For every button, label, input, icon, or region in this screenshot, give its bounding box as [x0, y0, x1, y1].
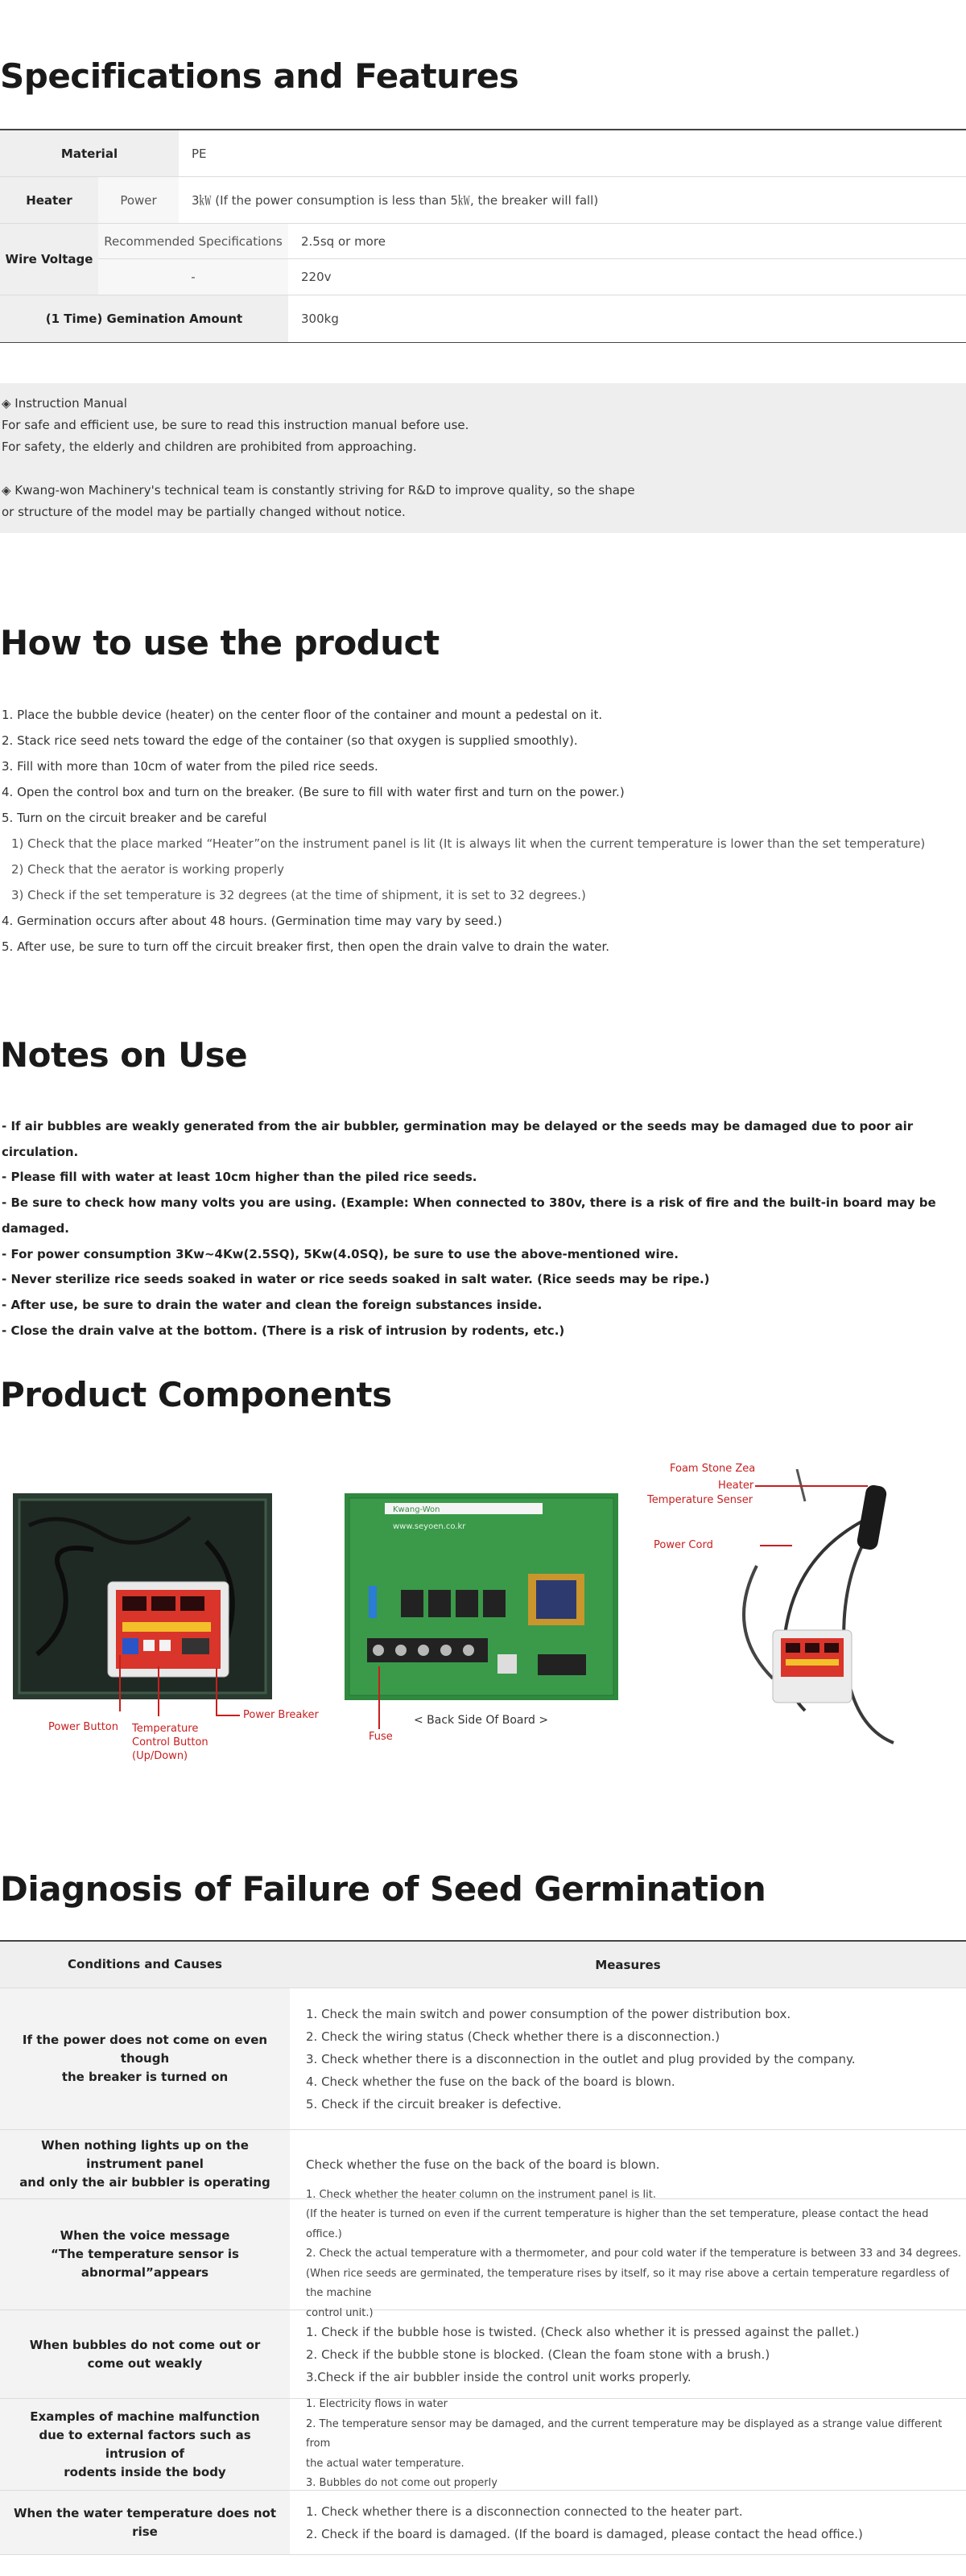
step-item: 4. Open the control box and turn on the breaker. (Be sure to fill with water first and turn on the power.) — [2, 785, 625, 799]
label-foam-stone: Foam Stone Zea — [670, 1463, 756, 1475]
table-row — [0, 2399, 966, 2491]
condition-line: If the power does not come on even though — [22, 2033, 268, 2066]
notes-title: Notes on Use — [0, 1035, 248, 1075]
howto-title: How to use the product — [0, 623, 440, 663]
note-item: - If air bubbles are weakly generated from the air bubbler, germination may be delayed or the seeds may be damaged due to poor air circulation. — [2, 1119, 914, 1159]
condition-line: due to external factors such as intrusion of — [39, 2427, 251, 2461]
board-url-text: www.seyoen.co.kr — [393, 1522, 466, 1531]
label-temp-control-1: Temperature — [132, 1723, 199, 1735]
step-item: 2. Stack rice seed nets toward the edge of the container (so that oxygen is supplied smoothly). — [2, 733, 578, 748]
spec-row-wire — [0, 224, 966, 295]
spec-row-material — [0, 130, 966, 177]
diagnosis-header-row — [0, 1942, 966, 1988]
measure-line: 2. Check if the bubble stone is blocked. (Clean the foam stone with a brush.) — [306, 2347, 770, 2362]
power-value: 3㎾ (If the power consumption is less than 5㎾, the breaker will fall) — [192, 193, 599, 208]
material-value: PE — [192, 146, 207, 161]
germination-label: (1 Time) Gemination Amount — [0, 295, 288, 342]
condition-line: When nothing lights up on the instrument panel — [41, 2138, 249, 2171]
notes-list — [2, 1114, 960, 1344]
condition-line: and only the air bubbler is operating — [19, 2175, 270, 2190]
measure-line: 5. Check if the circuit breaker is defective. — [306, 2096, 562, 2112]
board-brand-text: Kwang-Won — [393, 1505, 440, 1514]
notice-box — [0, 383, 966, 533]
step-item: 4. Germination occurs after about 48 hours. (Germination time may vary by seed.) — [2, 914, 502, 928]
measure-line: 1. Check if the bubble hose is twisted. (Check also whether it is pressed against the pallet.) — [306, 2324, 860, 2339]
measure-line: Check whether the fuse on the back of the board is blown. — [306, 2157, 660, 2172]
label-temp-control-3: (Up/Down) — [132, 1750, 188, 1762]
note-item: - After use, be sure to drain the water and clean the foreign substances inside. — [2, 1297, 543, 1312]
wire-voltage-label: Wire Voltage — [0, 224, 98, 295]
measure-line: (When rice seeds are germinated, the temperature rises by itself, so it may rise above a certain temperature regardless of the machine — [306, 2267, 950, 2300]
control-box-photo — [13, 1493, 272, 1699]
diagnosis-title: Diagnosis of Failure of Seed Germination — [0, 1869, 766, 1909]
measure-line: 2. Check the wiring status (Check whether there is a disconnection.) — [306, 2029, 720, 2044]
label-back-side-of-board: < Back Side Of Board > — [414, 1714, 549, 1727]
diagnosis-table — [0, 1940, 966, 2555]
spec-row-germination — [0, 295, 966, 342]
measure-line: 1. Electricity flows in water — [306, 2398, 448, 2411]
table-row — [0, 1988, 966, 2130]
recommended-label: Recommended Specifications — [98, 224, 288, 258]
condition-line: the breaker is turned on — [61, 2070, 229, 2084]
table-row — [0, 2188, 966, 2319]
germination-value: 300kg — [301, 312, 339, 326]
measure-line: control unit.) — [306, 2306, 374, 2319]
heater-label: Heater — [0, 177, 98, 223]
spec-table — [0, 129, 966, 343]
measure-line: 2. The temperature sensor may be damaged, and the current temperature may be displayed as a strange value different from — [306, 2417, 943, 2450]
condition-line: rodents inside the body — [64, 2464, 226, 2479]
notice-line: or structure of the model may be partially changed without notice. — [2, 505, 406, 519]
step-item: 5. After use, be sure to turn off the circuit breaker first, then open the drain valve to drain the water. — [2, 939, 610, 954]
label-fuse: Fuse — [369, 1731, 393, 1743]
condition-line: Examples of machine malfunction — [30, 2409, 260, 2424]
specs-title: Specifications and Features — [0, 56, 519, 96]
howto-steps — [2, 702, 960, 960]
components-title: Product Components — [0, 1375, 392, 1414]
measure-line: 2. Check if the board is damaged. (If the board is damaged, please contact the head office.) — [306, 2526, 863, 2541]
label-power-button: Power Button — [48, 1721, 118, 1733]
measure-line: 1. Check whether the heater column on the instrument panel is lit. — [306, 2188, 656, 2201]
notice-line: For safe and efficient use, be sure to read this instruction manual before use. — [2, 418, 469, 432]
notice-line: For safety, the elderly and children are prohibited from approaching. — [2, 440, 417, 454]
note-item: - Please fill with water at least 10cm higher than the piled rice seeds. — [2, 1170, 477, 1185]
board-photo — [345, 1493, 618, 1700]
step-subitem: 1) Check that the place marked “Heater”on the instrument panel is lit (It is always lit when the current temperature is lower than the set temperature) — [11, 836, 926, 851]
voltage-dash: - — [98, 259, 288, 295]
col-conditions: Conditions and Causes — [0, 1942, 290, 1988]
table-row — [0, 2310, 966, 2399]
condition-line: When the water temperature does not rise — [13, 2505, 277, 2539]
measure-line: 2. Check the actual temperature with a thermometer, and pour cold water if the temperature is between 33 and 34 degrees. — [306, 2248, 962, 2260]
condition-line: When bubbles do not come out or — [29, 2337, 261, 2352]
measure-line: the actual water temperature. — [306, 2457, 464, 2470]
measure-line: 3. Bubbles do not come out properly — [306, 2477, 497, 2490]
note-item: - Be sure to check how many volts you are using. (Example: When connected to 380v, there is a risk of fire and the built-in board may be damaged. — [2, 1195, 936, 1236]
step-item: 3. Fill with more than 10cm of water from the piled rice seeds. — [2, 759, 378, 774]
measure-line: 4. Check whether the fuse on the back of the board is blown. — [306, 2074, 675, 2089]
label-power-breaker: Power Breaker — [243, 1709, 319, 1721]
measure-line: 3. Check whether there is a disconnection in the outlet and plug provided by the company. — [306, 2051, 856, 2066]
step-item: 1. Place the bubble device (heater) on the center floor of the container and mount a pedestal on it. — [2, 708, 603, 722]
voltage-value: 220v — [301, 270, 332, 284]
notice-line: ◈ Kwang-won Machinery's technical team is constantly striving for R&D to improve quality, so the shape — [2, 483, 635, 497]
measure-line: 3.Check if the air bubbler inside the control unit works properly. — [306, 2369, 691, 2384]
measure-line: 1. Check the main switch and power consumption of the power distribution box. — [306, 2006, 791, 2021]
power-label: Power — [98, 177, 179, 223]
label-heater: Heater — [718, 1480, 754, 1492]
table-row — [0, 2491, 966, 2555]
condition-line: come out weakly — [87, 2355, 203, 2371]
step-item: 5. Turn on the circuit breaker and be careful — [2, 811, 267, 825]
label-temp-sensor: Temperature Senser — [647, 1494, 753, 1506]
note-item: - For power consumption 3Kw~4Kw(2.5SQ), 5Kw(4.0SQ), be sure to use the above-mentioned wire. — [2, 1246, 679, 1261]
condition-line: When the voice message — [60, 2228, 230, 2243]
note-item: - Never sterilize rice seeds soaked in water or rice seeds soaked in salt water. (Rice seeds may be ripe.) — [2, 1272, 710, 1287]
label-power-cord: Power Cord — [654, 1539, 713, 1551]
condition-line: “The temperature sensor is abnormal”appears — [51, 2247, 239, 2280]
step-subitem: 2) Check that the aerator is working properly — [11, 862, 284, 877]
label-temp-control-2: Control Button — [132, 1736, 208, 1748]
material-label: Material — [0, 130, 179, 176]
recommended-value: 2.5sq or more — [301, 233, 386, 249]
spec-row-power — [0, 177, 966, 224]
notice-line: ◈ Instruction Manual — [2, 396, 127, 411]
measure-line: 1. Check whether there is a disconnection connected to the heater part. — [306, 2504, 743, 2519]
measure-line: (If the heater is turned on even if the current temperature is higher than the set temperature, please contact the head office.) — [306, 2208, 929, 2240]
step-subitem: 3) Check if the set temperature is 32 degrees (at the time of shipment, it is set to 32 degrees.) — [11, 888, 586, 902]
heater-photo — [708, 1469, 950, 1759]
note-item: - Close the drain valve at the bottom. (There is a risk of intrusion by rodents, etc.) — [2, 1323, 565, 1338]
col-measures: Measures — [290, 1942, 966, 1988]
